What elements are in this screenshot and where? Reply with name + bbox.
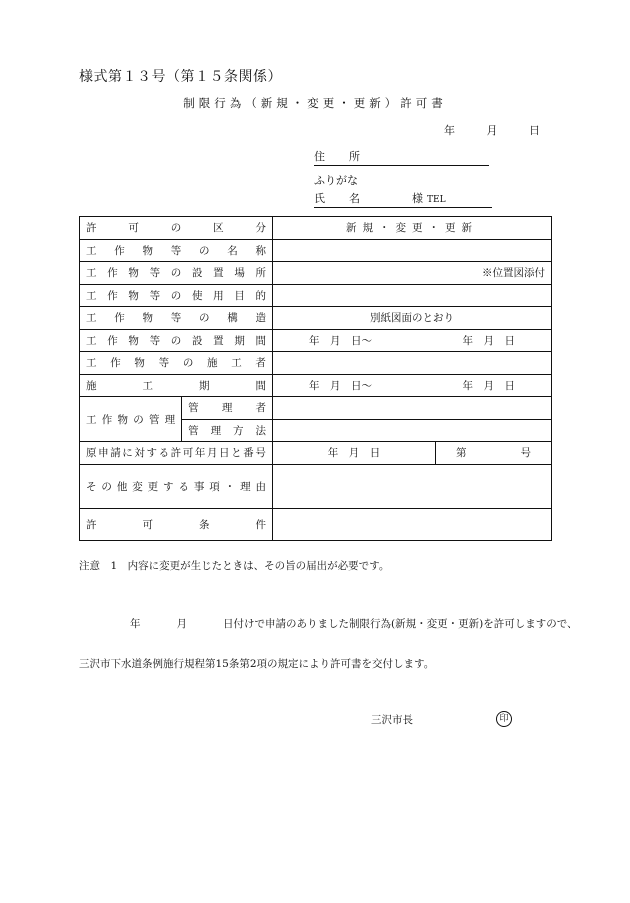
other-changes-label xyxy=(80,464,273,508)
spread-label: 工 作 物 等 の 設 置 期 間 xyxy=(86,334,266,347)
date-day: 日 xyxy=(529,124,540,137)
table-row xyxy=(80,217,552,240)
spread-label: 管 理 方 法 xyxy=(188,424,266,437)
other-changes-value[interactable] xyxy=(273,464,552,508)
install-location-label xyxy=(80,262,273,285)
structure-name-value[interactable] xyxy=(273,239,552,262)
original-permit-date[interactable]: 年 月 日 xyxy=(273,442,436,465)
table-row xyxy=(80,352,552,375)
table-row xyxy=(80,464,552,508)
spread-label: 工 作 物 等 の 使 用 目 的 xyxy=(86,289,266,302)
spread-label: 工 作 物 等 の 構 造 xyxy=(86,312,266,325)
table-row xyxy=(80,442,552,465)
manager-label xyxy=(182,397,273,420)
management-method-value[interactable] xyxy=(273,419,552,442)
tel-label: TEL xyxy=(427,195,446,205)
spread-label: 許 可 の 区 分 xyxy=(86,222,266,235)
table-row xyxy=(80,262,552,285)
note-1: 注意 1 内容に変更が生じたときは、その旨の届出が必要です。 xyxy=(79,560,390,572)
management-label xyxy=(80,397,182,442)
spread-label: 工 作 物 の 管 理 xyxy=(86,413,176,426)
issuer-name: 三沢市長 xyxy=(371,714,413,726)
table-row xyxy=(80,239,552,262)
construction-period-value[interactable]: 年 月 日～ 年 月 日 xyxy=(273,374,552,397)
purpose-value[interactable] xyxy=(273,284,552,307)
install-period-value[interactable]: 年 月 日～ 年 月 日 xyxy=(273,329,552,352)
conditions-label xyxy=(80,508,273,540)
table-row xyxy=(80,374,552,397)
table-row xyxy=(80,307,552,330)
structure-label xyxy=(80,307,273,330)
table-row xyxy=(80,397,552,420)
permit-statement-line1: 年 月 日付けで申請のありました制限行為(新規・変更・更新)を許可しますので、 xyxy=(130,618,578,630)
spread-label: 工 作 物 等 の 設 置 場 所 xyxy=(86,267,266,280)
form-number: 様式第１３号（第１５条関係） xyxy=(79,69,282,85)
management-method-label xyxy=(182,419,273,442)
date-month: 月 xyxy=(486,124,498,137)
table-row xyxy=(80,508,552,540)
name-field[interactable] xyxy=(314,190,492,208)
conditions-value[interactable] xyxy=(273,508,552,540)
permit-category-label xyxy=(80,217,273,240)
date-year: 年 xyxy=(444,124,455,137)
spread-label: 工 作 物 等 の 名 称 xyxy=(86,244,266,257)
construction-period-label xyxy=(80,374,273,397)
permit-statement-line2: 三沢市下水道条例施行規程第15条第2項の規定により許可書を交付します。 xyxy=(79,658,435,670)
constructor-label xyxy=(80,352,273,375)
manager-value[interactable] xyxy=(273,397,552,420)
original-permit-number[interactable]: 第 号 xyxy=(436,442,552,465)
install-period-label xyxy=(80,329,273,352)
issue-date xyxy=(444,122,540,138)
structure-name-label xyxy=(80,239,273,262)
furigana-label: ふりがな xyxy=(314,174,358,187)
table-row xyxy=(80,284,552,307)
permit-category-value[interactable]: 新規・変更・更新 xyxy=(273,217,552,240)
install-location-value[interactable]: ※位置図添付 xyxy=(273,262,552,285)
spread-label: 施 工 期 間 xyxy=(86,379,266,392)
address-field[interactable] xyxy=(314,148,489,166)
spread-label: 許 可 条 件 xyxy=(86,518,266,531)
structure-value[interactable]: 別紙図面のとおり xyxy=(273,307,552,330)
original-permit-label xyxy=(80,442,273,465)
permit-table xyxy=(79,216,552,541)
document-title: 制限行為（新規・変更・更新）許可書 xyxy=(183,96,447,110)
spread-label: 工 作 物 等 の 施 工 者 xyxy=(86,357,266,370)
name-label: 氏名 xyxy=(314,192,384,205)
seal-mark: 印 xyxy=(496,711,512,727)
table-row xyxy=(80,329,552,352)
address-label: 住所 xyxy=(314,150,384,163)
purpose-label xyxy=(80,284,273,307)
spread-label: 原 申 請 に 対 す る 許 可 年 月 日 と 番 号 xyxy=(86,447,266,460)
spread-label: そ の 他 変 更 す る 事 項 ・ 理 由 xyxy=(86,480,266,493)
constructor-value[interactable] xyxy=(273,352,552,375)
honorific: 様 xyxy=(412,192,423,205)
spread-label: 管 理 者 xyxy=(188,402,266,415)
